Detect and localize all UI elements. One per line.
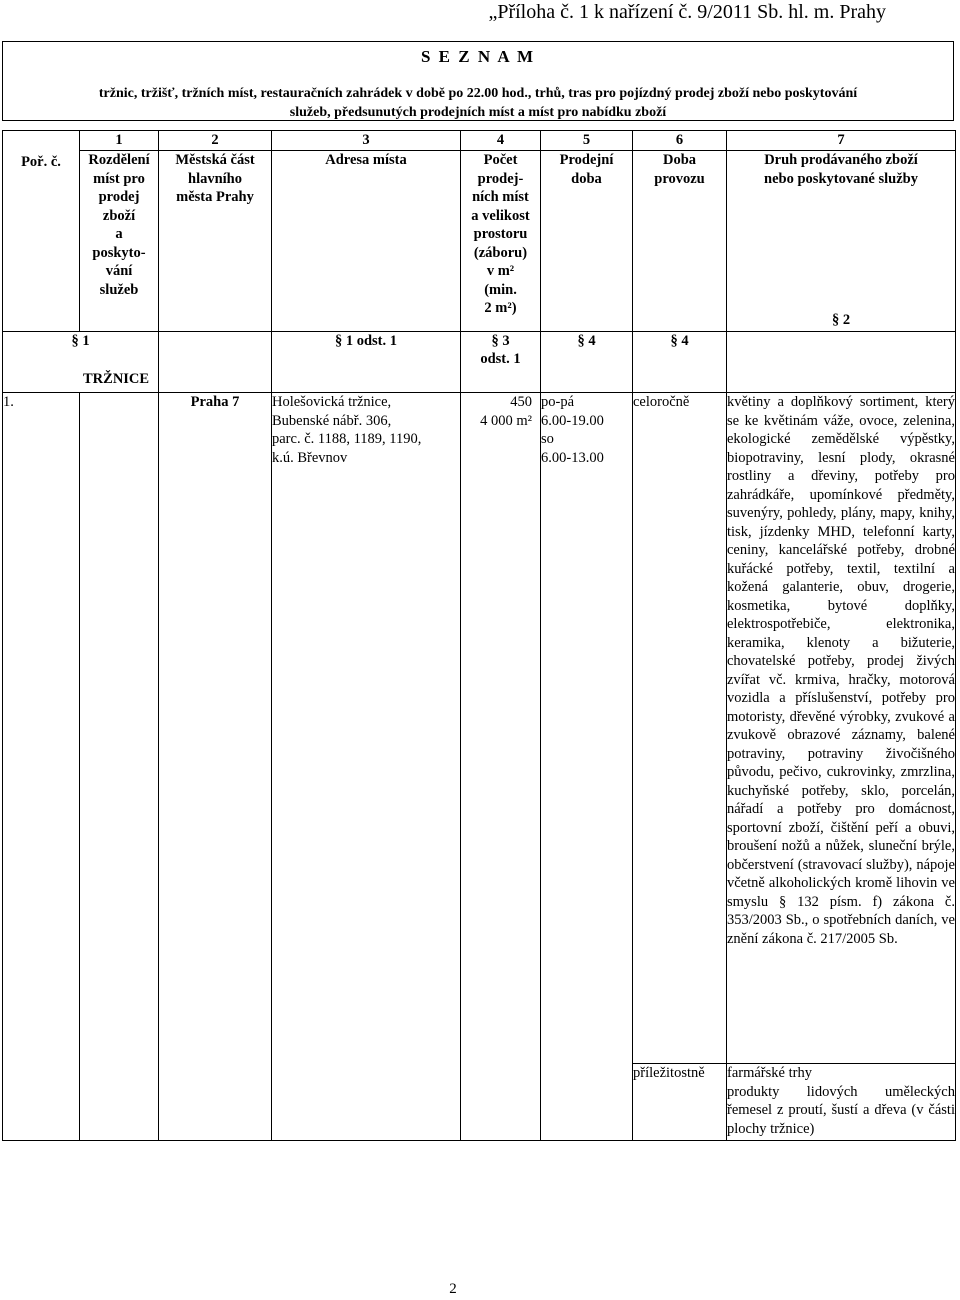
col-number-7: 7 xyxy=(727,131,956,151)
ref-section-cell xyxy=(3,332,159,393)
col-number-1: 1 xyxy=(80,131,159,151)
row-empty-cell xyxy=(80,393,159,1141)
col-number-5: 5 xyxy=(541,131,633,151)
row-operation-2: příležitostně xyxy=(633,1064,727,1141)
row-operation: celoročně xyxy=(633,393,727,1064)
header-druh: Druh prodávaného zboží nebo poskytované služby § 2 xyxy=(727,151,956,332)
header-por-c: Poř. č. xyxy=(3,131,80,332)
row-goods-2: farmářské trhy produkty lidových uměleckých řemesel z proutí, šustí a dřeva (v části plochy tržnice) xyxy=(727,1064,956,1141)
document-subtitle xyxy=(3,84,953,122)
row-district: Praha 7 xyxy=(159,393,272,1141)
row-number: 1. xyxy=(3,393,80,1141)
ref-col6: § 4 xyxy=(633,332,727,393)
header-druh-ref: § 2 xyxy=(831,311,851,328)
ref-col7 xyxy=(727,332,956,393)
ref-col2 xyxy=(159,332,272,393)
col-number-4: 4 xyxy=(461,131,541,151)
row-hours: po-pá 6.00-19.00 so 6.00-13.00 xyxy=(541,393,633,1141)
title-box xyxy=(2,41,954,121)
table-row xyxy=(3,393,956,1064)
column-header-row xyxy=(3,151,956,332)
row-count-area: 450 4 000 m² xyxy=(461,393,541,1141)
page-number: 2 xyxy=(449,1281,457,1297)
subtitle-line-1: tržnic, tržišť, tržních míst, restauračních zahrádek v době po 22.00 hod., trhů, tras pro pojízdný prodej zboží nebo poskytování xyxy=(98,86,858,101)
header-doba-provozu: Doba provozu xyxy=(633,151,727,332)
section-label: TRŽNICE xyxy=(83,371,150,387)
document-title: S E Z N A M xyxy=(420,47,536,66)
row-address: Holešovická tržnice, Bubenské nábř. 306, parc. č. 1188, 1189, 1190, k.ú. Břevnov xyxy=(272,393,461,1141)
header-rozdeleni: Rozdělení míst pro prodej zboží a poskyto- vání služeb xyxy=(80,151,159,332)
col-number-3: 3 xyxy=(272,131,461,151)
subtitle-line-2: služeb, předsunutých prodejních míst a míst pro nabídku zboží xyxy=(289,105,667,120)
col-number-6: 6 xyxy=(633,131,727,151)
col-number-2: 2 xyxy=(159,131,272,151)
header-adresa: Adresa místa xyxy=(272,151,461,332)
ref-col5: § 4 xyxy=(541,332,633,393)
ref-col4: § 3 odst. 1 xyxy=(461,332,541,393)
header-pocet: Počet prodej- ních míst a velikost prostoru (záboru) v m² (min. 2 m²) xyxy=(461,151,541,332)
annex-reference: „Příloha č. 1 k nařízení č. 9/2011 Sb. hl. m. Prahy xyxy=(488,1,886,23)
header-mestska-cast: Městská část hlavního města Prahy xyxy=(159,151,272,332)
ref-col3: § 1 odst. 1 xyxy=(272,332,461,393)
markets-table xyxy=(2,130,956,1141)
legal-reference-row xyxy=(3,332,956,393)
column-number-row xyxy=(3,131,956,151)
ref-col1: § 1 xyxy=(71,333,90,349)
header-prodejni-doba: Prodejní doba xyxy=(541,151,633,332)
row-goods: květiny a doplňkový sortiment, který se ke květinám váže, ovoce, zelenina, ekologické zemědělské výpěstky, biopotraviny, lesní plody, okrasné rostliny a dřeviny, potřeby pro zahrádkáře, upomínkové předměty, suvenýry, pohledy, plány, mapy, knihy, tisk, jízdenky MHD, telefonní karty, ceniny, kancelářské potřeby, drobné kuřácké potřeby, textil, textilní a kožená galanterie, obuv, drogerie, kosmetika, bytové doplňky, elektrospotřebiče, elektronika, keramika, klenoty a bižuterie, chovatelské potřeby, prodej živých zvířat vč. krmiva, hračky, motorová vozidla a příslušenství, potřeby pro motoristy, dřevěné výrobky, zvukové a zvukově obrazové záznamy, balené potraviny, potraviny živočišného původu, pečivo, cukrovinky, zmrzlina, kuchyňské potřeby, sklo, porcelán, nářadí a potřeby pro domácnost, sportovní zboží, čištění peří a obuvi, broušení nožů a nůžek, sluneční brýle, občerstvení (stravovací služby), nápoje včetně alkoholických kromě lihovin ve smyslu § 132 písm. f) zákona č. 353/2003 Sb., o spotřebních daních, ve znění zákona č. 217/2005 Sb. xyxy=(727,393,956,1064)
